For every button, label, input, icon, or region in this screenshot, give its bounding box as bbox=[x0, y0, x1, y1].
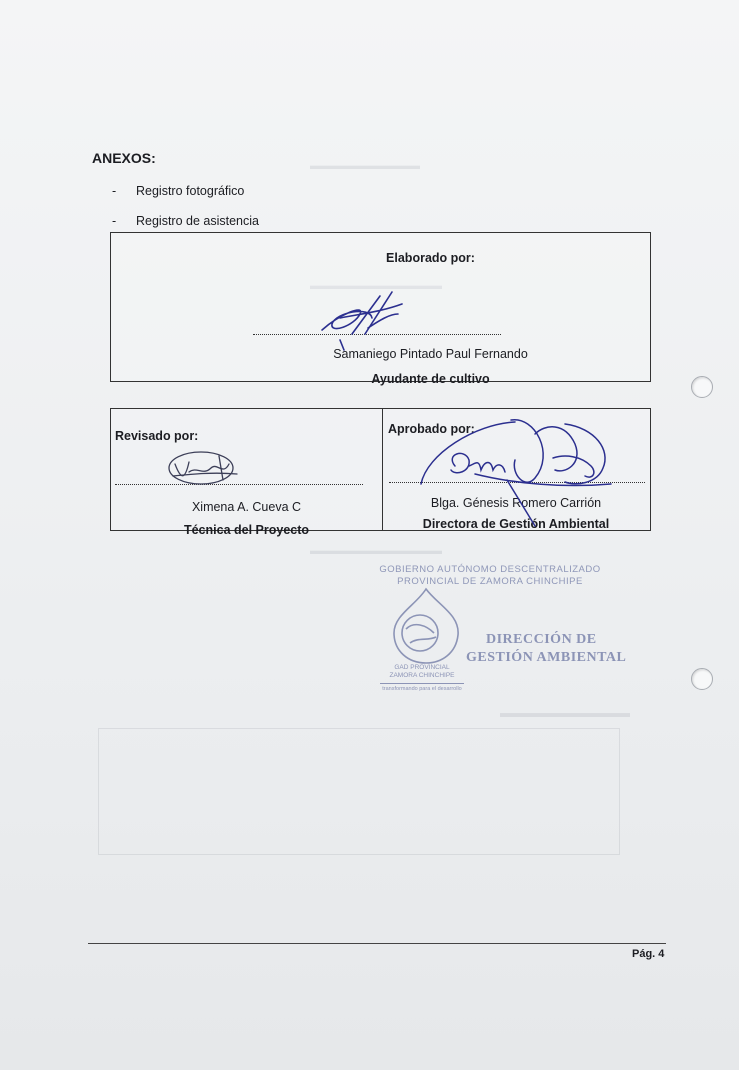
annex-item-label: Registro fotográfico bbox=[136, 184, 245, 198]
revisado-signature bbox=[163, 446, 243, 494]
list-dash: - bbox=[112, 184, 117, 198]
stamp-institution-line2: PROVINCIAL DE ZAMORA CHINCHIPE bbox=[397, 576, 583, 587]
list-dash: - bbox=[112, 214, 117, 228]
stamp-logo-text2: ZAMORA CHINCHIPE bbox=[389, 672, 455, 679]
punch-hole bbox=[691, 376, 713, 398]
punch-hole bbox=[691, 668, 713, 690]
column-divider bbox=[382, 409, 383, 530]
document-page: ▬▬▬▬▬▬▬▬▬▬ ▬▬▬▬▬▬▬▬▬▬ ▬▬▬▬▬▬▬▬▬▬▬▬ ▬▬▬▬▬▬▬▬▬▬▬▬ ANEXOS: - Registro fotográfico - Registro de asistencia Elaborado por: Samaniego Pintado Paul Fernando Ayudante de cultivo Revisado por: Ximena A. Cueva C Técnica del Proyecto Aprobado por: Blga. Génesis Romero Carrión Directora de Gestión Ambiental GOBIERNO AUTÓNOMO DESCENTRALIZADO PROVINCIAL DE ZAMORA CHINCHIPE DIRECCIÓN DE GESTIÓN AMBIENTAL GAD PROVINCIAL ZAMORA CHINCHIPE transformando para el desarrollo Pág. 4 bbox=[0, 0, 739, 1070]
annex-item bbox=[112, 214, 259, 228]
revisado-name: Ximena A. Cueva C bbox=[191, 500, 302, 514]
stamp-rule bbox=[380, 683, 464, 684]
stamp-logo-text1: GAD PROVINCIAL bbox=[394, 664, 450, 671]
aprobado-role: Directora de Gestión Ambiental bbox=[422, 517, 610, 531]
stamp-logo-text3: transformando para el desarrollo bbox=[382, 686, 462, 692]
aprobado-signature bbox=[415, 414, 615, 526]
aprobado-name: Blga. Génesis Romero Carrión bbox=[430, 496, 602, 510]
stamp-dept-line2: GESTIÓN AMBIENTAL bbox=[466, 650, 627, 665]
aprobado-heading: Aprobado por: bbox=[388, 422, 475, 436]
stamp-institution-line1: GOBIERNO AUTÓNOMO DESCENTRALIZADO bbox=[379, 564, 601, 575]
revisado-heading: Revisado por: bbox=[115, 429, 199, 443]
anexos-heading: ANEXOS: bbox=[92, 150, 156, 166]
elaborado-role: Ayudante de cultivo bbox=[371, 372, 490, 386]
gad-logo-icon bbox=[386, 585, 466, 665]
footer-rule bbox=[88, 943, 666, 944]
elaborado-heading: Elaborado por: bbox=[386, 251, 475, 265]
stamp-dept-line1: DIRECCIÓN DE bbox=[486, 632, 597, 647]
elaborado-signature bbox=[310, 284, 420, 354]
elaborado-name: Samaniego Pintado Paul Fernando bbox=[333, 347, 528, 361]
revisado-role: Técnica del Proyecto bbox=[183, 523, 310, 537]
annex-item-label: Registro de asistencia bbox=[136, 214, 259, 228]
annex-item bbox=[112, 184, 244, 198]
page-number: Pág. 4 bbox=[632, 948, 665, 960]
